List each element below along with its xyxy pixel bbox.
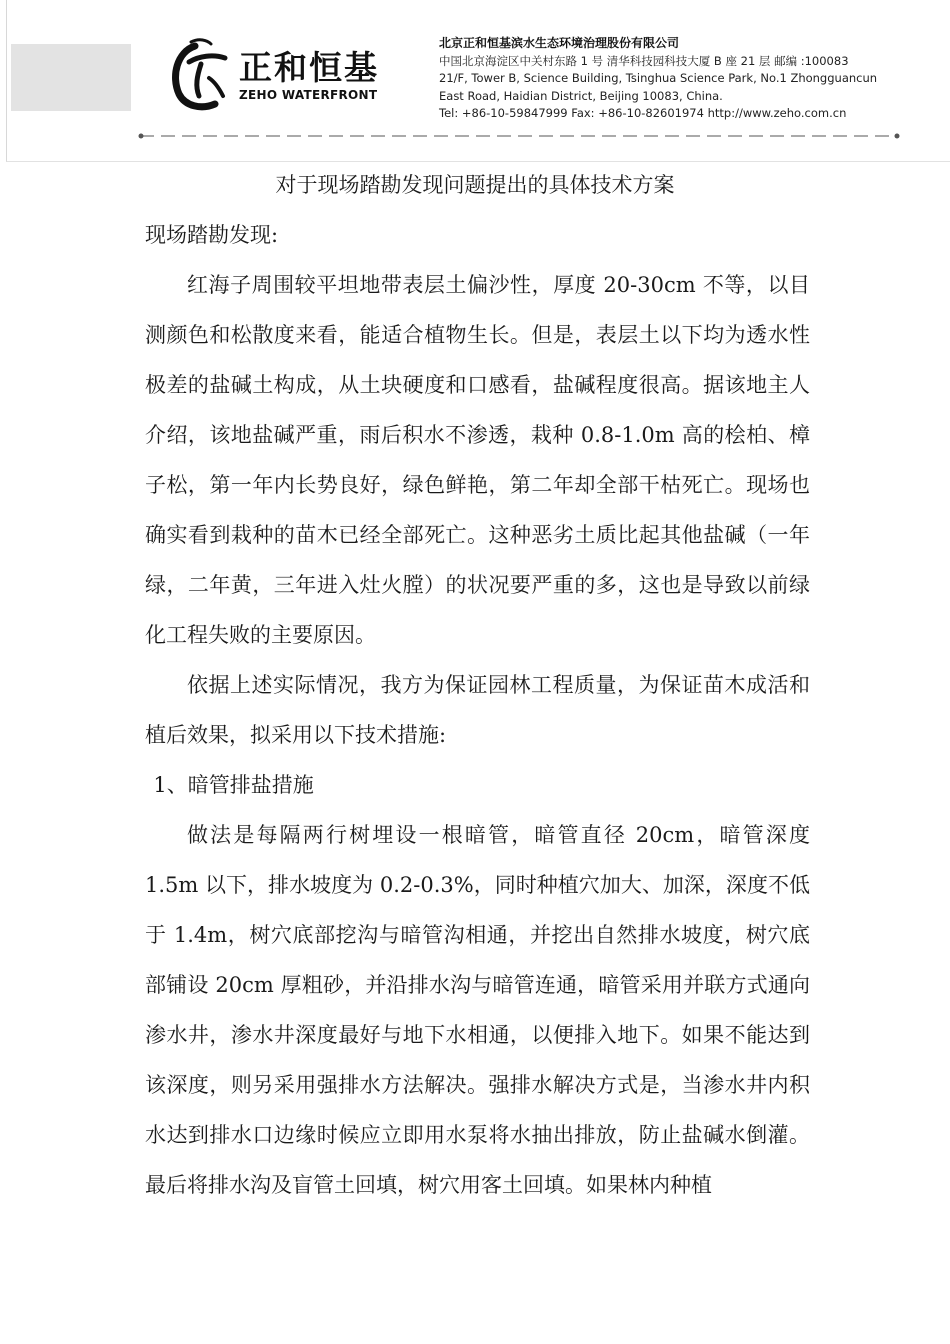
document-body bbox=[145, 210, 810, 1210]
company-address-en-2: East Road, Haidian District, Beijing 10083, China. bbox=[439, 88, 723, 103]
paragraph-drainage-method: 做法是每隔两行树埋设一根暗管，暗管直径 20cm，暗管深度 1.5m 以下，排水坡度为 0.2-0.3%，同时种植穴加大、加深，深度不低于 1.4m，树穴底部挖沟与暗管沟相通，并挖出自然排水坡度，树穴底部铺设 20cm 厚粗砂，并沿排水沟与暗管连通，暗管采用并联方式通向渗水井，渗水井深度最好与地下水相通，以便排入地下。如果不能达到该深度，则另采用强排水方法解决。强排水解决方式是，当渗水井内积水达到排水口边缘时候应立即用水泵将水抽出排放，防止盐碱水倒灌。最后将排水沟及盲管土回填，树穴用客土回填。如果林内种植 bbox=[145, 823, 810, 1197]
paragraph-site-findings: 红海子周围较平坦地带表层土偏沙性，厚度 20-30cm 不等，以目测颜色和松散度来看，能适合植物生长。但是，表层土以下均为透水性极差的盐碱土构成，从土块硬度和口感看，盐碱程度很高。据该地主人介绍，该地盐碱严重，雨后积水不渗透，栽种 0.8-1.0m 高的桧柏、樟子松，第一年内长势良好，绿色鲜艳，第二年却全部干枯死亡。现场也确实看到栽种的苗木已经全部死亡。这种恶劣土质比起其他盐碱（一年绿，二年黄，三年进入灶火膛）的状况要严重的多，这也是导致以前绿化工程失败的主要原因。 bbox=[145, 273, 810, 647]
letterhead bbox=[6, 0, 950, 162]
placeholder-block bbox=[11, 44, 131, 111]
document-title: 对于现场踏勘发现问题提出的具体技术方案 bbox=[275, 173, 675, 197]
logo-name-cn: 正和恒基 bbox=[239, 48, 379, 87]
logo-name-en: ZEHO WATERFRONT bbox=[239, 88, 378, 102]
company-info bbox=[439, 35, 877, 123]
company-contact: Tel: +86-10-59847999 Fax: +86-10-82601974 http://www.zeho.com.cn bbox=[439, 106, 847, 120]
logo-mark-icon bbox=[165, 38, 237, 112]
letterhead-divider bbox=[138, 132, 900, 140]
company-address-cn: 中国北京海淀区中关村东路 1 号 清华科技园科技大厦 B 座 21 层 邮编 :100083 bbox=[439, 53, 849, 68]
company-name: 北京正和恒基滨水生态环境治理股份有限公司 bbox=[439, 36, 680, 50]
paragraph-measures-intro: 依据上述实际情况，我方为保证园林工程质量，为保证苗木成活和植后效果，拟采用以下技术措施: bbox=[145, 673, 810, 747]
section-heading: 现场踏勘发现: bbox=[145, 223, 279, 247]
subsection-heading: 1、暗管排盐措施 bbox=[153, 773, 314, 797]
company-logo bbox=[165, 38, 395, 112]
company-address-en-1: 21/F, Tower B, Science Building, Tsinghua Science Park, No.1 Zhongguancun bbox=[439, 71, 878, 85]
